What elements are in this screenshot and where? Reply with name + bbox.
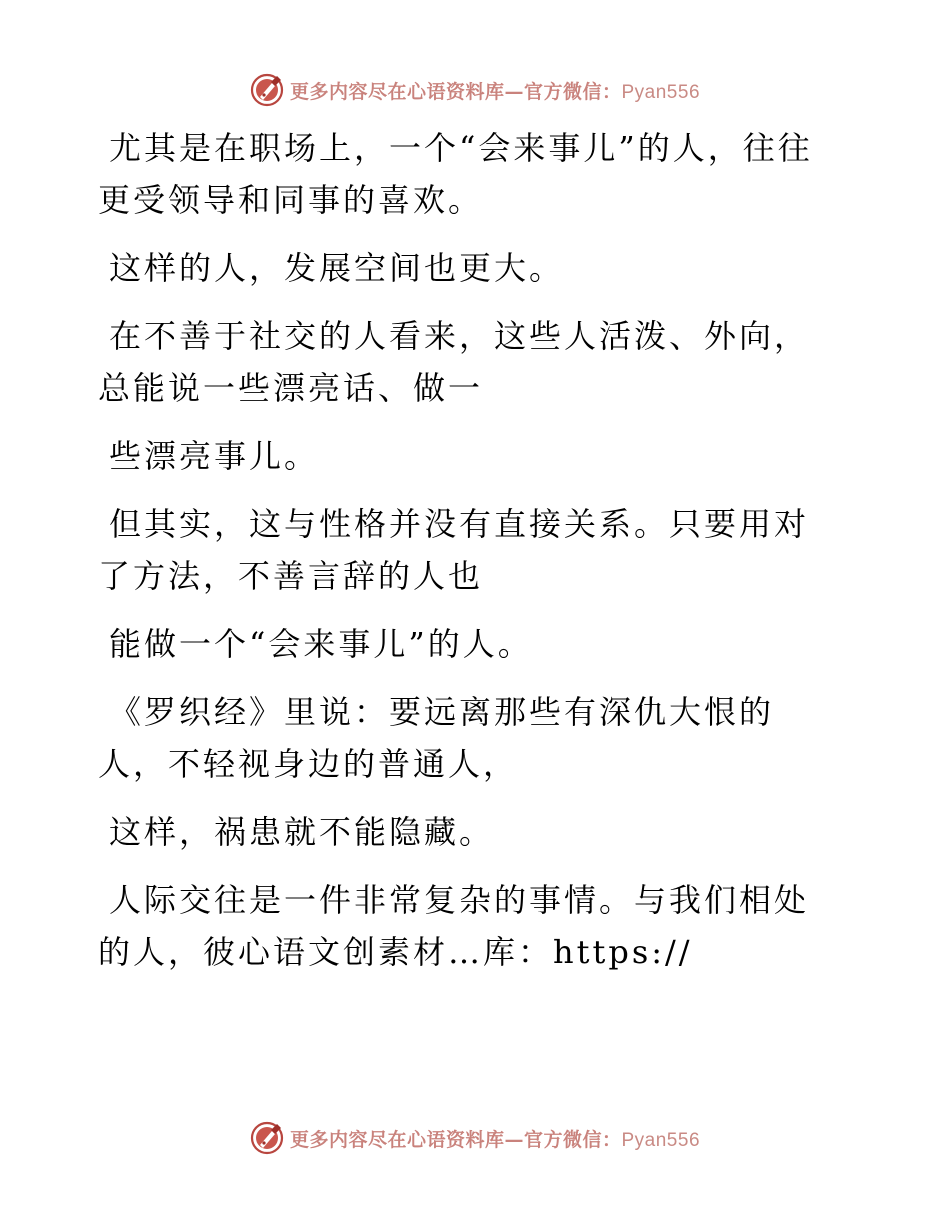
paragraph-8	[98, 806, 838, 858]
paragraph-9	[98, 874, 838, 978]
paragraph-8-text: 这样，祸患就不能隐藏。	[109, 813, 495, 851]
paragraph-9-text: 人际交往是一件非常复杂的事情。与我们相处的人，彼心语文创素材…库：https://	[98, 881, 810, 971]
paragraph-7	[98, 686, 838, 790]
paragraph-1-text: 尤其是在职场上，一个“会来事儿”的人，往往更受领导和同事的喜欢。	[98, 129, 813, 219]
footer-banner	[0, 1118, 950, 1158]
footer-banner-label: 更多内容尽在心语资料库—官方微信：	[289, 1128, 622, 1151]
footer-banner-text	[290, 1125, 700, 1152]
paragraph-4	[98, 430, 838, 482]
paragraph-6-text: 能做一个“会来事儿”的人。	[109, 625, 533, 663]
header-banner-text	[290, 77, 700, 104]
paragraph-3-text: 在不善于社交的人看来，这些人活泼、外向，总能说一些漂亮话、做一	[98, 317, 810, 407]
header-banner	[0, 70, 950, 110]
paragraph-2-text: 这样的人，发展空间也更大。	[109, 249, 565, 287]
pen-nib-logo-icon	[250, 1121, 284, 1155]
paragraph-6	[98, 618, 838, 670]
header-banner-label: 更多内容尽在心语资料库—官方微信：	[289, 80, 622, 103]
paragraph-2	[98, 242, 838, 294]
paragraph-4-text: 些漂亮事儿。	[109, 437, 320, 475]
footer-wechat-id: Pyan556	[621, 1129, 701, 1151]
paragraph-5	[98, 498, 838, 602]
header-wechat-id: Pyan556	[621, 81, 701, 103]
paragraph-1	[98, 122, 838, 226]
paragraph-5-text: 但其实，这与性格并没有直接关系。只要用对了方法，不善言辞的人也	[98, 505, 810, 595]
pen-nib-logo-icon	[250, 73, 284, 107]
document-body	[98, 122, 838, 994]
paragraph-3	[98, 310, 838, 414]
paragraph-7-text: 《罗织经》里说：要远离那些有深仇大恨的人，不轻视身边的普通人，	[98, 693, 775, 783]
